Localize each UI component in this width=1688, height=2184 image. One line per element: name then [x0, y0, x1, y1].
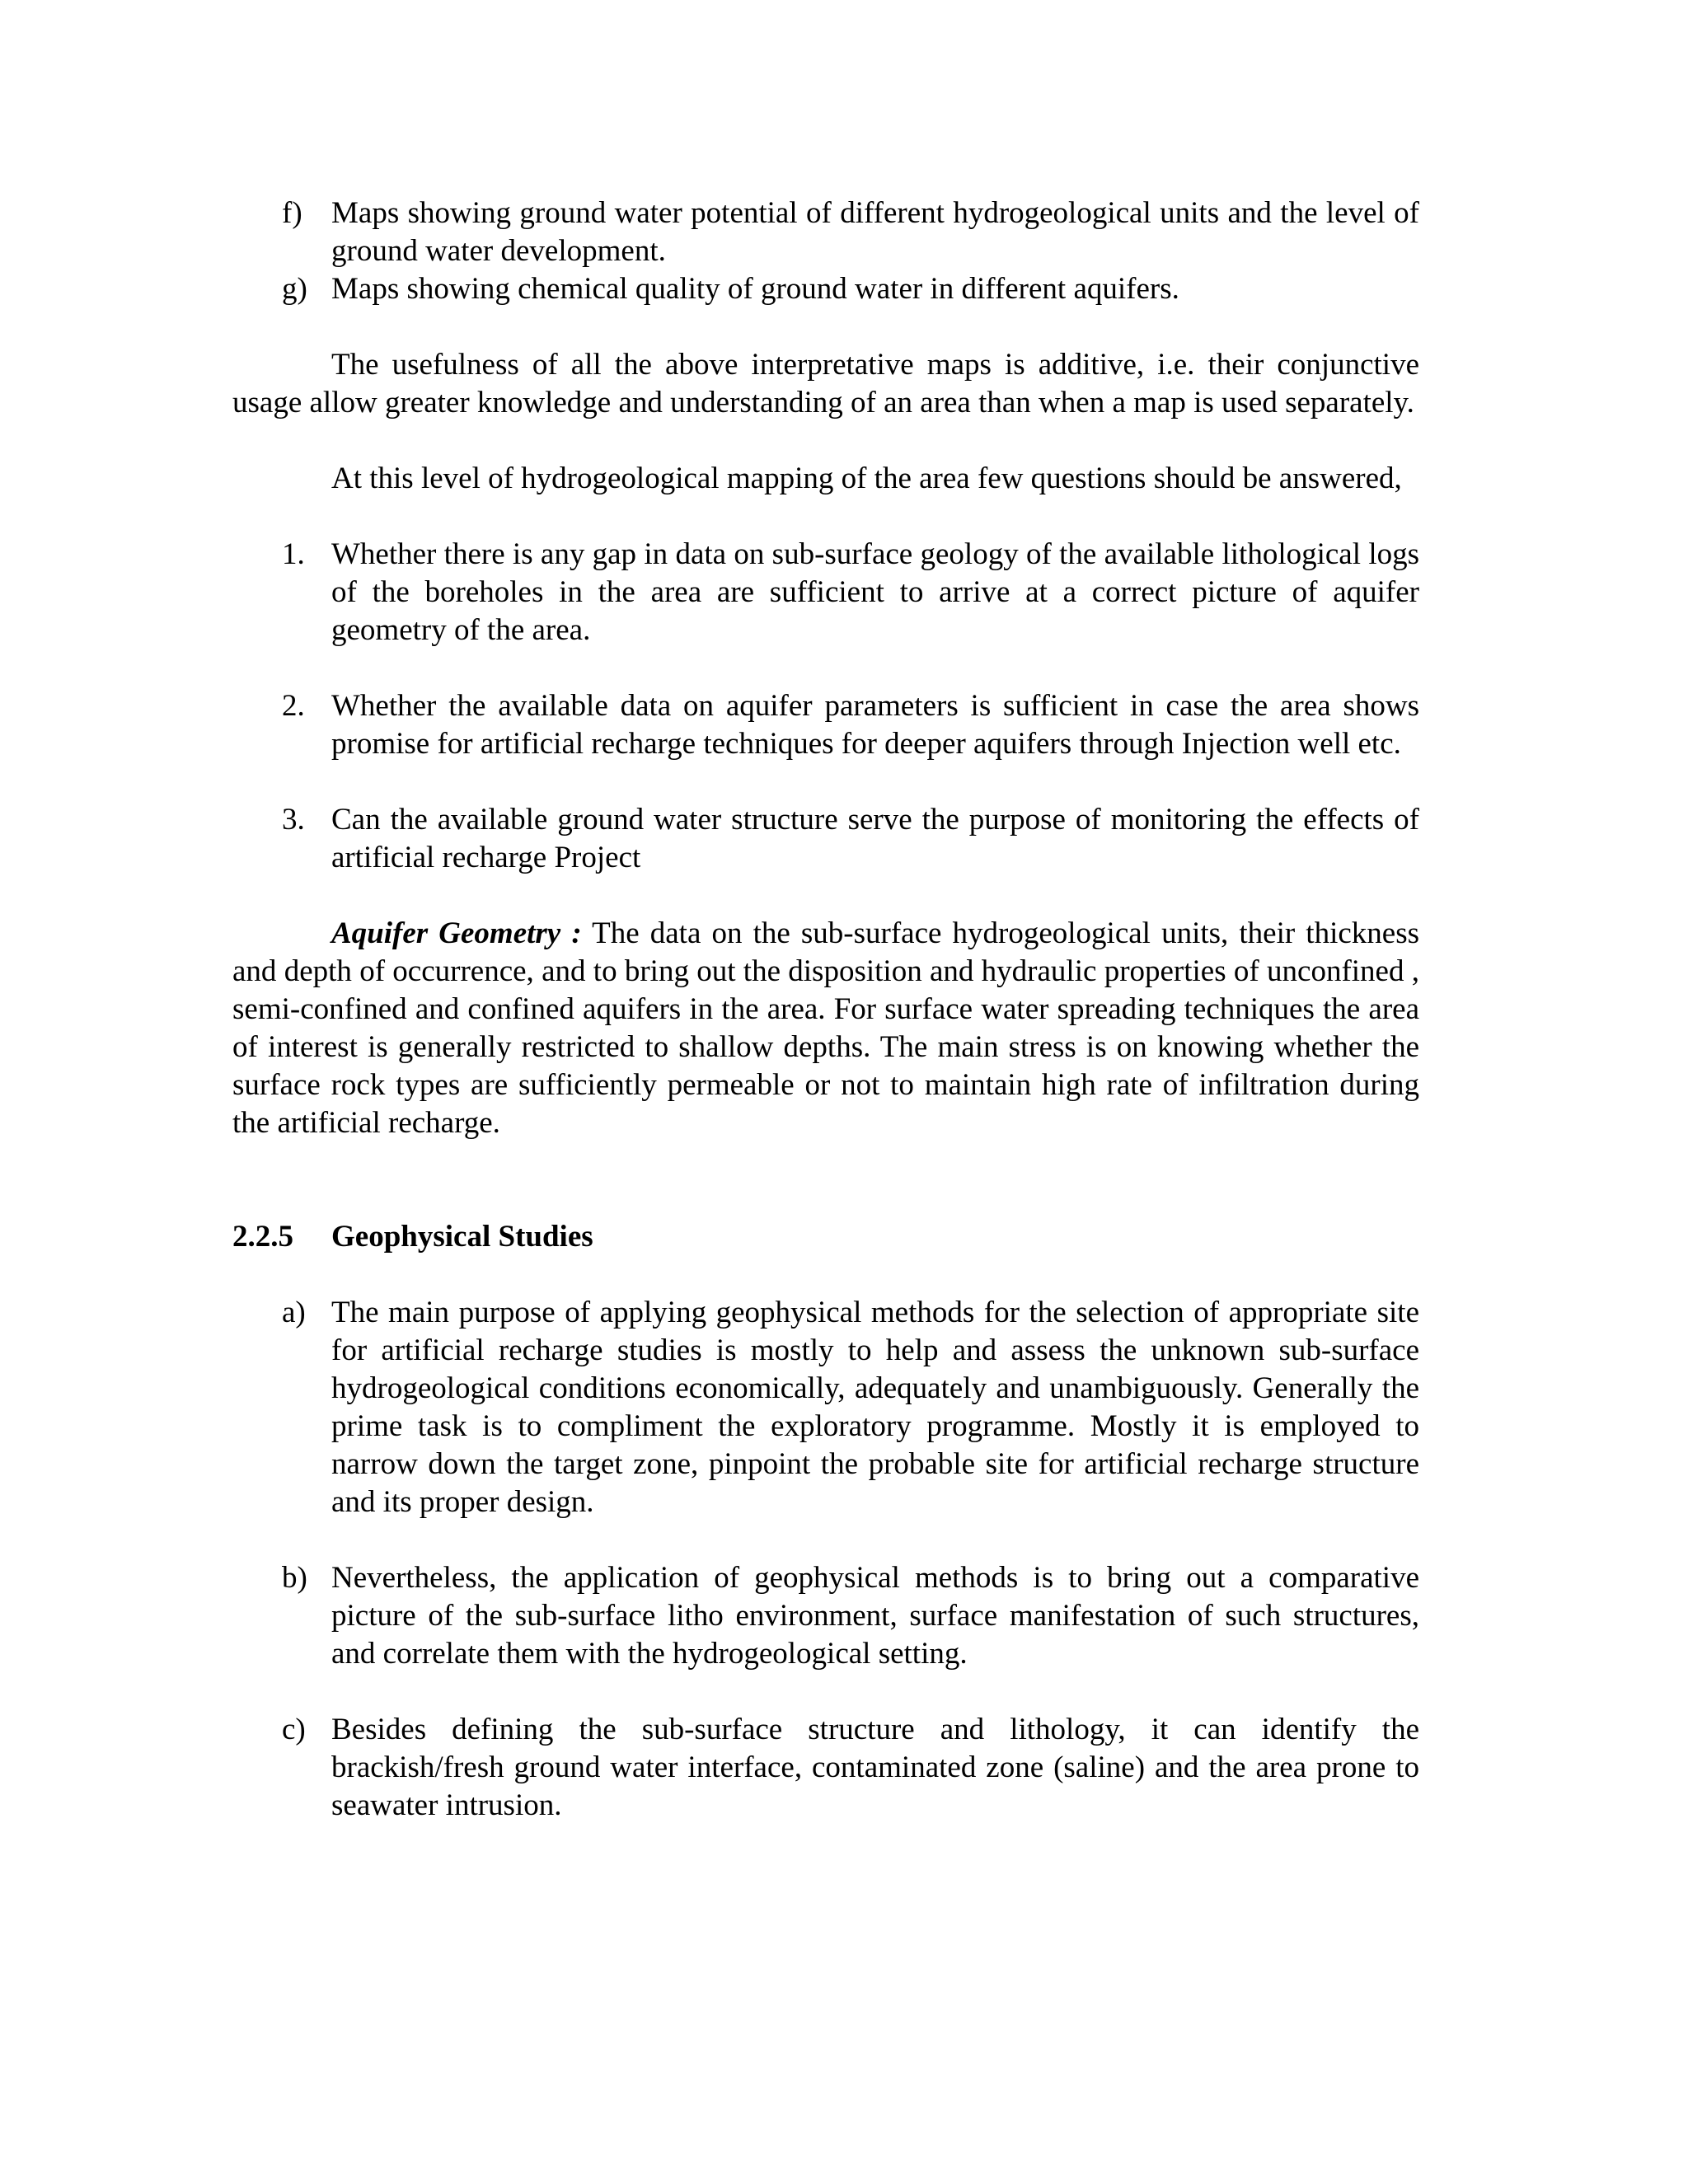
section-number: 2.2.5 — [232, 1220, 293, 1254]
aquifer-geometry-text: The data on the sub-surface hydrogeological units, their thickness and depth of occurrence, and to bring out the disposition and hydraulic properties of unconfined , semi-confined and confined aquifers in the area. For surface water spreading techniques the area of interest is generally restricted to shallow depths. The main stress is on knowing whether the surface rock types are sufficiently permeable or not to maintain high rate of infiltration during the artificial recharge. — [232, 916, 1419, 1140]
question-item-3 — [232, 801, 1419, 877]
list-marker: c) — [282, 1713, 306, 1746]
paragraph-usefulness: The usefulness of all the above interpretative maps is additive, i.e. their conjunctive usage allow greater knowledge and understanding of an area than when a map is used separately. — [232, 348, 1419, 419]
list-item-text: Whether there is any gap in data on sub-surface geology of the available lithological logs of the boreholes in the area are sufficient to arrive at a correct picture of aquifer geometry of the area. — [331, 537, 1419, 647]
section-heading — [232, 1218, 1419, 1256]
list-marker: g) — [282, 272, 307, 306]
list-marker: 1. — [282, 537, 305, 571]
paragraph-aquifer-geometry — [232, 915, 1419, 1142]
list-item-text: Nevertheless, the application of geophysical methods is to bring out a comparative picture of the sub-surface litho environment, surface manifestation of such structures, and correlate them with the hydrogeological setting. — [331, 1561, 1419, 1671]
geo-item-b — [232, 1559, 1419, 1673]
list-item-text: Maps showing ground water potential of different hydrogeological units and the level of ground water development. — [331, 196, 1419, 268]
aquifer-geometry-label: Aquifer Geometry : — [331, 916, 582, 950]
list-marker: 3. — [282, 803, 305, 837]
document-page — [232, 194, 1419, 1825]
list-marker: f) — [282, 196, 302, 230]
list-item-text: Besides defining the sub-surface structure and lithology, it can identify the brackish/fresh ground water interface, contaminated zone (saline) and the area prone to seawater intrusion. — [331, 1713, 1419, 1822]
list-item-text: Whether the available data on aquifer parameters is sufficient in case the area shows promise for artificial recharge techniques for deeper aquifers through Injection well etc. — [331, 689, 1419, 761]
question-item-2 — [232, 687, 1419, 763]
list-item-text: Maps showing chemical quality of ground water in different aquifers. — [331, 272, 1179, 306]
list-item-g — [232, 270, 1419, 308]
section-title: Geophysical Studies — [331, 1220, 593, 1254]
paragraph-questions: At this level of hydrogeological mapping of the area few questions should be answered, — [331, 462, 1402, 495]
question-item-1 — [232, 536, 1419, 649]
list-item-text: Can the available ground water structure serve the purpose of monitoring the effects of artificial recharge Project — [331, 803, 1419, 874]
list-item-text: The main purpose of applying geophysical methods for the selection of appropriate site for artificial recharge studies is mostly to help and assess the unknown sub-surface hydrogeological conditions economically, adequately and unambiguously. Generally the prime task is to compliment the exploratory programme. Mostly it is employed to narrow down the target zone, pinpoint the probable site for artificial recharge structure and its proper design. — [331, 1296, 1419, 1519]
geo-item-c — [232, 1711, 1419, 1825]
list-marker: b) — [282, 1561, 307, 1595]
list-marker: a) — [282, 1296, 306, 1329]
list-marker: 2. — [282, 689, 305, 723]
geo-item-a — [232, 1294, 1419, 1521]
list-item-f — [232, 194, 1419, 270]
